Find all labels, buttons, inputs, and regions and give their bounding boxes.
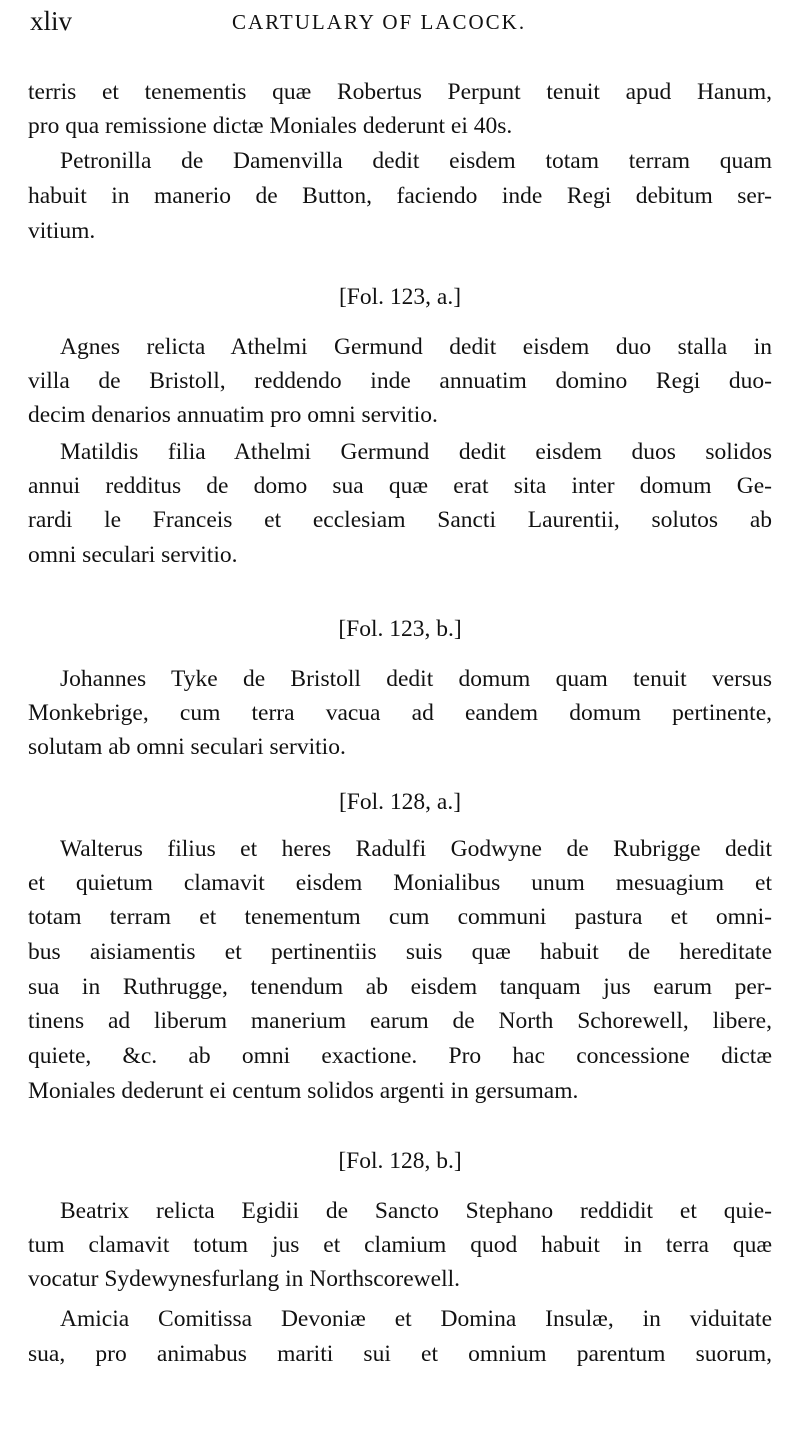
text-line: Matildis filia Athelmi Germund dedit eisdem duos solidos xyxy=(60,439,772,465)
text-line: sua in Ruthrugge, tenendum ab eisdem tanquam jus earum per- xyxy=(28,974,772,1000)
text-line: villa de Bristoll, reddendo inde annuatim domino Regi duo- xyxy=(28,368,772,394)
page-number: xliv xyxy=(30,6,73,36)
text-line: Amicia Comitissa Devoniæ et Domina Insulæ, in viduitate xyxy=(60,1306,772,1332)
text-line: et quietum clamavit eisdem Monialibus unum mesuagium et xyxy=(28,870,772,896)
text-line: rardi le Franceis et ecclesiam Sancti Laurentii, solutos ab xyxy=(28,507,772,533)
text-line: sua, pro animabus mariti sui et omnium parentum suorum, xyxy=(28,1341,772,1367)
text-line: Agnes relicta Athelmi Germund dedit eisdem duo stalla in xyxy=(60,334,772,360)
text-line: tinens ad liberum manerium earum de North Schorewell, libere, xyxy=(28,1008,772,1034)
text-line: Johannes Tyke de Bristoll dedit domum quam tenuit versus xyxy=(60,666,772,692)
text-line: Monkebrige, cum terra vacua ad eandem domum pertinente, xyxy=(28,700,772,726)
text-line: tum clamavit totum jus et clamium quod habuit in terra quæ xyxy=(28,1232,772,1258)
text-line: decim denarios annuatim pro omni servitio. xyxy=(28,402,438,428)
text-line: Petronilla de Damenvilla dedit eisdem totam terram quam xyxy=(60,148,772,174)
text-line: terris et tenementis quæ Robertus Perpunt tenuit apud Hanum, xyxy=(28,79,772,105)
text-line: annui redditus de domo sua quæ erat sita inter domum Ge- xyxy=(28,473,772,499)
folio-heading: [Fol. 128, a.] xyxy=(338,789,462,815)
text-line: totam terram et tenementum cum communi pastura et omni- xyxy=(28,904,772,930)
text-line: omni seculari servitio. xyxy=(28,542,238,568)
text-line: Moniales dederunt ei centum solidos argenti in gersumam. xyxy=(28,1078,579,1104)
folio-heading: [Fol. 123, b.] xyxy=(338,616,462,642)
text-line: vocatur Sydewynesfurlang in Northscorewell. xyxy=(28,1266,461,1292)
text-line: Walterus filius et heres Radulfi Godwyne de Rubrigge dedit xyxy=(60,836,772,862)
folio-heading: [Fol. 123, a.] xyxy=(338,284,462,310)
text-line: Beatrix relicta Egidii de Sancto Stephano reddidit et quie- xyxy=(60,1198,772,1224)
text-line: quiete, &c. ab omni exactione. Pro hac concessione dictæ xyxy=(28,1043,772,1069)
text-line: pro qua remissione dictæ Moniales dederunt ei 40s. xyxy=(28,113,513,139)
text-line: habuit in manerio de Button, faciendo inde Regi debitum ser- xyxy=(28,183,772,209)
running-title: CARTULARY OF LACOCK. xyxy=(232,10,527,34)
text-line: solutam ab omni seculari servitio. xyxy=(28,734,346,760)
text-line: vitium. xyxy=(28,218,96,244)
folio-heading: [Fol. 128, b.] xyxy=(338,1148,462,1174)
text-line: bus aisiamentis et pertinentiis suis quæ habuit de hereditate xyxy=(28,939,772,965)
